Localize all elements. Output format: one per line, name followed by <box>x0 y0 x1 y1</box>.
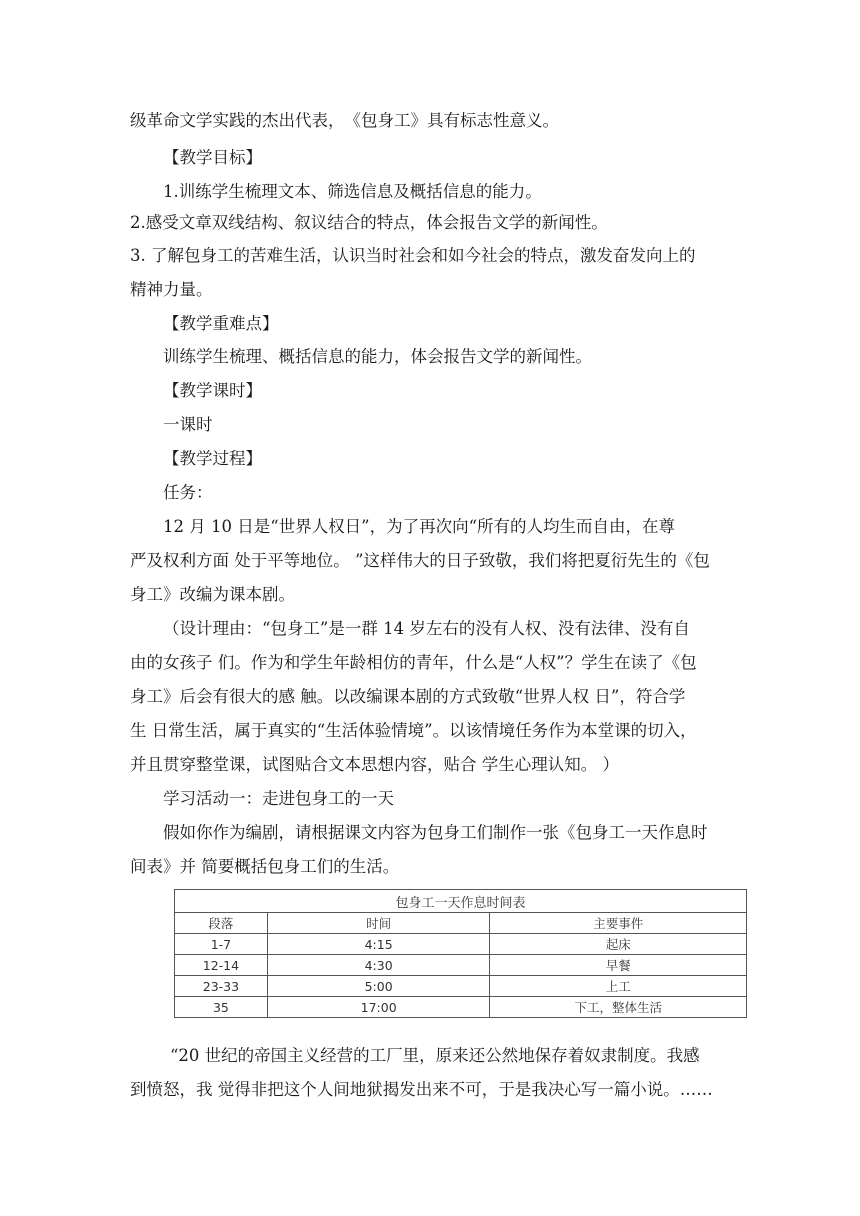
activity-instruction-line: 假如你作为编剧，请根据课文内容为包身工们制作一张《包身工一天作息时 <box>163 823 708 842</box>
schedule-table <box>174 889 747 1018</box>
quote-line: 到愤怒，我 觉得非把这个人间地狱揭发出来不可，于是我决心写一篇小说。…… <box>130 1080 713 1099</box>
section-heading-process: 【教学过程】 <box>163 449 262 468</box>
rationale-line: （设计理由：“包身工”是一群 14 岁左右的没有人权、没有法律、没有自 <box>163 619 690 638</box>
task-paragraph-line: 身工》改编为课本剧。 <box>130 585 295 604</box>
keypoints-text: 训练学生梳理、概括信息的能力，体会报告文学的新闻性。 <box>163 347 592 366</box>
activity-instruction-line: 间表》并 简要概括包身工们的生活。 <box>130 857 400 876</box>
table-row <box>175 955 747 976</box>
paragraph-line: 级革命文学实践的杰出代表， 《包身工》具有标志性意义。 <box>130 111 559 130</box>
goal-item-3: 3. 了解包身工的苦难生活，认识当时社会和如今社会的特点，激发奋发向上的 <box>130 246 696 265</box>
cell-paragraph: 1-7 <box>175 934 268 955</box>
section-heading-goals: 【教学目标】 <box>163 148 262 167</box>
cell-event: 下工，整体生活 <box>490 997 747 1018</box>
cell-time: 5:00 <box>267 976 490 997</box>
rationale-line: 由的女孩子 们。作为和学生年龄相仿的青年，什么是“人权”？学生在读了《包 <box>130 653 697 672</box>
cell-time: 4:30 <box>267 955 490 976</box>
cell-event: 起床 <box>490 934 747 955</box>
activity-heading: 学习活动一：走进包身工的一天 <box>163 789 394 808</box>
header-time: 时间 <box>267 913 490 934</box>
schedule-table-wrapper <box>174 889 747 1018</box>
table-header-row <box>175 913 747 934</box>
cell-event: 上工 <box>490 976 747 997</box>
table-row <box>175 997 747 1018</box>
cell-paragraph: 23-33 <box>175 976 268 997</box>
cell-event: 早餐 <box>490 955 747 976</box>
rationale-line: 并且贯穿整堂课，试图贴合文本思想内容，贴合 学生心理认知。 ） <box>130 755 619 774</box>
rationale-line: 身工》后会有很大的感 触。以改编课本剧的方式致敬“世界人权 日”，符合学 <box>130 687 686 706</box>
quote-line: “20 世纪的帝国主义经营的工厂里，原来还公然地保存着奴隶制度。我感 <box>170 1046 700 1065</box>
goal-item-1: 1.训练学生梳理文本、筛选信息及概括信息的能力。 <box>163 182 542 201</box>
cell-time: 17:00 <box>267 997 490 1018</box>
section-heading-keypoints: 【教学重难点】 <box>163 314 279 333</box>
table-row <box>175 934 747 955</box>
task-paragraph-line: 12 月 10 日是“世界人权日”，为了再次向“所有的人均生而自由，在尊 <box>163 517 676 536</box>
task-label: 任务： <box>163 483 213 502</box>
header-paragraph: 段落 <box>175 913 268 934</box>
cell-paragraph: 35 <box>175 997 268 1018</box>
header-event: 主要事件 <box>490 913 747 934</box>
goal-item-2: 2.感受文章双线结构、叙议结合的特点，体会报告文学的新闻性。 <box>130 213 608 232</box>
cell-time: 4:15 <box>267 934 490 955</box>
task-paragraph-line: 严及权利方面 处于平等地位。 ”这样伟大的日子致敬，我们将把夏衍先生的《包 <box>130 551 710 570</box>
hours-text: 一课时 <box>163 415 213 434</box>
table-row <box>175 976 747 997</box>
table-caption: 包身工一天作息时间表 <box>175 890 747 913</box>
cell-paragraph: 12-14 <box>175 955 268 976</box>
section-heading-hours: 【教学课时】 <box>163 381 262 400</box>
rationale-line: 生 日常生活，属于真实的“生活体验情境”。以该情境任务作为本堂课的切入， <box>130 721 697 740</box>
goal-item-3-cont: 精神力量。 <box>130 280 213 299</box>
